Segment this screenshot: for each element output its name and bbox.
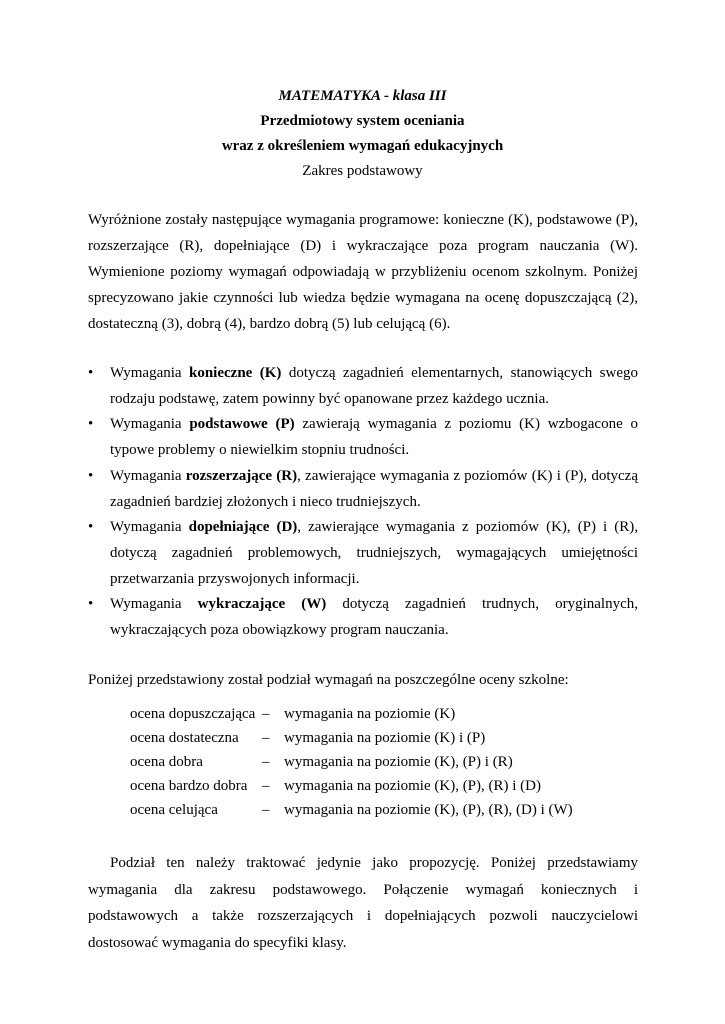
bullet-text: , zawierające wymagania z poziomów (K) i (P), dotyczą zagadnień bardziej złożonych i nieco trudniejszych. [110,467,638,510]
grade-name: ocena celująca [130,802,218,818]
closing-paragraph [88,850,638,956]
bullet-term: wykraczające (W) [197,596,327,613]
grade-requirement: wymagania na poziomie (K) i (P) [284,730,486,746]
grade-dash: – [262,706,270,722]
bullet-icon: • [88,365,94,381]
grade-requirement: wymagania na poziomie (K), (P), (R), (D) i (W) [284,802,573,818]
bullet-term: rozszerzające (R) [185,467,298,484]
bullet-text: zawierają wymagania z poziomu (K) wzbogacone o typowe problemy o niewielkim stopniu trudności. [110,416,638,459]
bullet-prefix: Wymagania [110,365,189,381]
bullet-text: , zawierające wymagania z poziomów (K), (P) i (R), dotyczą zagadnień problemowych, trudniejszych, wymagających umiejętności przetwarzania przyswojonych informacji. [110,519,638,587]
bullet-text: dotyczą zagadnień elementarnych, stanowiących swego rodzaju podstawę, zatem powinny być opanowane przez każdego ucznia. [110,365,638,407]
bullet-icon: • [88,467,94,484]
grade-name: ocena dobra [130,754,203,770]
intro-text: Wyróżnione zostały następujące wymagania programowe: konieczne (K), podstawowe (P), rozszerzające (R), dopełniające (D) i wykraczające poza program nauczania (W). Wymienione poziomy wymagań odpowiadają w przybliżeniu ocenom szkolnym. Poniżej sprecyzowano jakie czynności lub wiedza będzie wymagana na ocenę dopuszczającą (2), dostateczną (3), dobrą (4), bardzo dobrą (5) lub celującą (6). [88,212,638,332]
bullet-text: dotyczą zagadnień trudnych, oryginalnych, wykraczających poza obowiązkowy program nauczania. [110,596,638,639]
grade-requirement: wymagania na poziomie (K) [284,706,456,722]
list-item [88,361,638,412]
list-item [88,464,638,515]
list-item [88,515,638,592]
bullet-prefix: Wymagania [110,596,198,613]
grade-name: ocena dostateczna [130,730,239,746]
grade-dash: – [262,754,270,770]
document-title: MATEMATYKA - klasa III [278,88,447,104]
grade-dash: – [262,778,270,794]
grade-dash: – [262,802,270,818]
intro-paragraph [88,207,638,337]
bullet-term: dopełniające (D) [188,519,298,536]
grades-intro-text: Poniżej przedstawiony został podział wymagań na poszczególne oceny szkolne: [88,672,569,688]
bullet-prefix: Wymagania [110,467,186,484]
document-scope: Zakres podstawowy [302,163,423,179]
list-item [88,412,638,463]
bullet-icon: • [88,416,94,433]
document-header [0,84,725,184]
grade-requirement: wymagania na poziomie (K), (P) i (R) [284,754,513,770]
grade-dash: – [262,730,270,746]
document-subtitle: Przedmiotowy system oceniania [260,113,465,129]
grade-name: ocena bardzo dobra [130,778,248,794]
document-subtitle-2: wraz z określeniem wymagań edukacyjnych [221,138,504,154]
grade-name: ocena dopuszczająca [130,706,256,722]
bullet-icon: • [88,596,94,613]
bullet-prefix: Wymagania [110,416,190,433]
grade-requirement: wymagania na poziomie (K), (P), (R) i (D) [284,778,542,794]
closing-text: Podział ten należy traktować jedynie jako propozycję. Poniżej przedstawiamy wymagania dla zakresu podstawowego. Połączenie wymagań koniecznych i podstawowych a także rozszerzających i dopełniających pozwoli nauczycielowi dostosować wymagania do specyfiki klasy. [88,855,638,951]
bullet-icon: • [88,519,94,536]
list-item [88,592,638,643]
bullet-term: podstawowe (P) [189,416,295,433]
bullet-term: konieczne (K) [189,365,282,381]
requirements-list [88,361,638,644]
grades-intro-paragraph [88,667,638,693]
bullet-prefix: Wymagania [110,519,189,536]
